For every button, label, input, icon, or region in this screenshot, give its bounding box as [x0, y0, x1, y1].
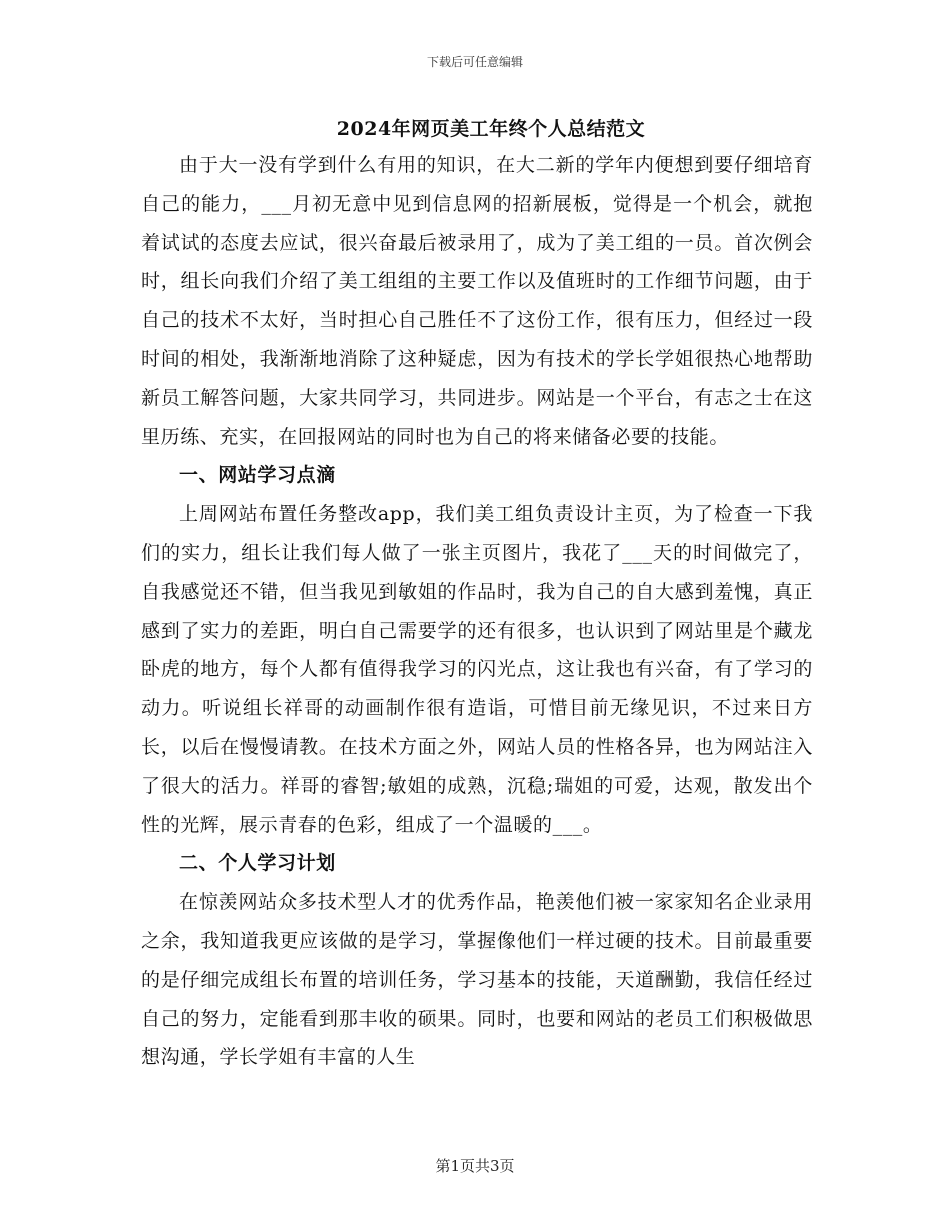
- section-heading-1: 一、网站学习点滴: [179, 464, 336, 487]
- intro-paragraph: 由于大一没有学到什么有用的知识，在大二新的学年内便想到要仔细培育自己的能力，___月初无意中见到信息网的招新展板，觉得是一个机会，就抱着试试的态度去应试，很兴奋最后被录用了，成为了美工组的一员。首次例会时，组长向我们介绍了美工组组的主要工作以及值班时的工作细节问题，由于自己的技术不太好，当时担心自己胜任不了这份工作，很有压力，但经过一段时间的相处，我渐渐地消除了这种疑虑，因为有技术的学长学姐很热心地帮助新员工解答问题，大家共同学习，共同进步。网站是一个平台，有志之士在这里历练、充实，在回报网站的同时也为自己的将来储备必要的技能。: [141, 154, 813, 448]
- document-body: [141, 112, 813, 1077]
- page-indicator: 第1页共3页: [435, 1157, 515, 1175]
- section-heading-2: 二、个人学习计划: [179, 852, 336, 875]
- section-paragraph-2: 在惊羡网站众多技术型人才的优秀作品，艳羡他们被一家家知名企业录用之余，我知道我更应该做的是学习，掌握像他们一样过硬的技术。目前最重要的是仔细完成组长布置的培训任务，学习基本的技能，天道酬勤，我信任经过自己的努力，定能看到那丰收的硕果。同时，也要和网站的老员工们积极做思想沟通，学长学姐有丰富的人生: [141, 891, 813, 1069]
- header-note: 下载后可任意编辑: [426, 55, 523, 69]
- section-paragraph-1: 上周网站布置任务整改app，我们美工组负责设计主页，为了检查一下我们的实力，组长让我们每人做了一张主页图片，我花了___天的时间做完了，自我感觉还不错，但当我见到敏姐的作品时，我为自己的自大感到羞愧，真正感到了实力的差距，明白自己需要学的还有很多，也认识到了网站里是个藏龙卧虎的地方，每个人都有值得我学习的闪光点，这让我也有兴奋，有了学习的动力。听说组长祥哥的动画制作很有造诣，可惜目前无缘见识，不过来日方长，以后在慢慢请教。在技术方面之外，网站人员的性格各异，也为网站注入了很大的活力。祥哥的睿智;敏姐的成熟，沉稳;瑞姐的可爱，达观，散发出个性的光辉，展示青春的色彩，组成了一个温暖的___。: [141, 503, 813, 836]
- document-title: 2024年网页美工年终个人总结范文: [336, 118, 646, 140]
